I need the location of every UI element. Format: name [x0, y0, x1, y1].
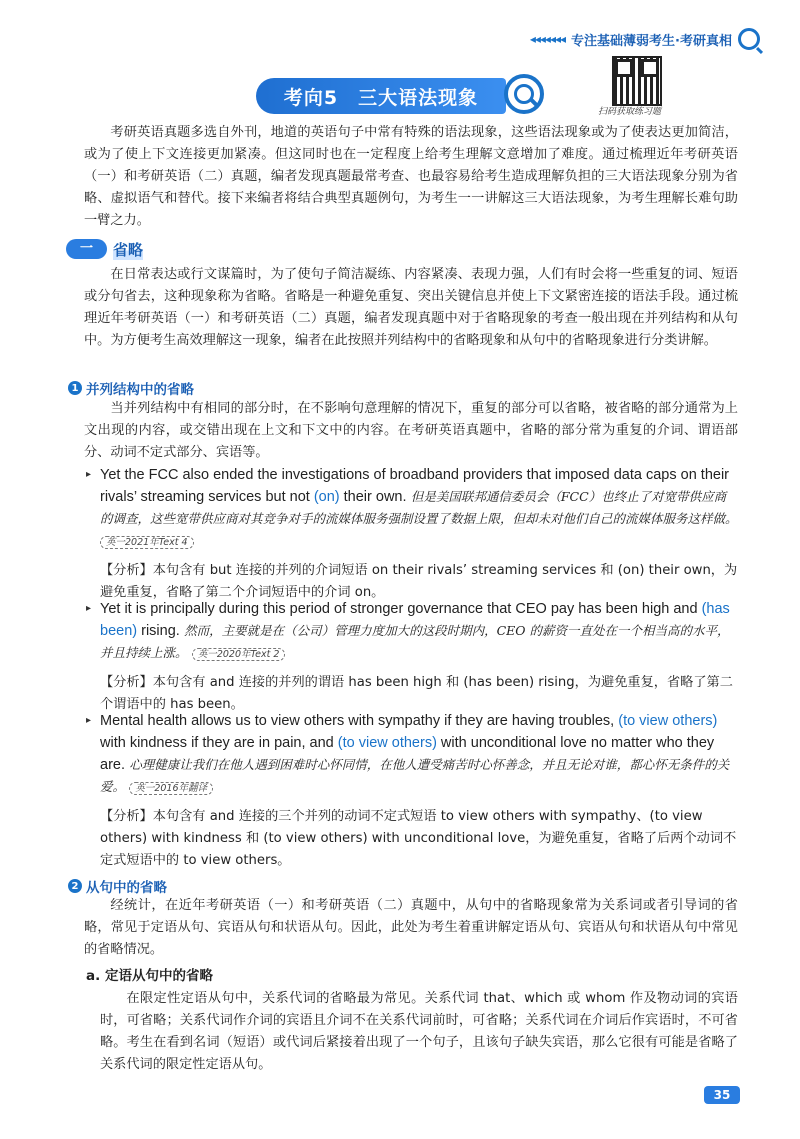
- example-analysis: 【分析】本句含有 and 连接的并列的谓语 has been high 和 (has been) rising，为避免重复，省略了第二个谓语中的 has been。: [100, 675, 733, 712]
- triangle-bullet-icon: ▸: [86, 469, 92, 480]
- number-badge: 1: [68, 381, 82, 395]
- example-analysis: 【分析】本句含有 but 连接的并列的介词短语 on their rivals’ streaming services 和 (on) their own，为避免重复，省略了第二个介词短语中的介词 on。: [100, 563, 738, 600]
- subsection-intro: 经统计，在近年考研英语（一）和考研英语（二）真题中，从句中的省略现象常为关系词或者引导词的省略，常见于定语从句、宾语从句和状语从句。因此，此处为考生着重讲解定语从句、宾语从句和状语从句中常见的省略情况。: [84, 898, 738, 957]
- subsection-heading-2: [68, 876, 167, 896]
- tagline-sep: ·: [675, 33, 680, 49]
- subsection-heading-1: [68, 378, 194, 398]
- source-tag: 英一2016年翻译: [129, 782, 213, 795]
- search-icon: [504, 74, 544, 114]
- page-title: 考向5 三大语法现象: [256, 78, 506, 114]
- subsection-intro: 当并列结构中有相同的部分时，在不影响句意理解的情况下，重复的部分可以省略，被省略的部分通常为上文出现的内容，或交错出现在上文和下文中的内容。在考研英语真题中，省略的部分常为重复的介词、谓语部分、动词不定式部分、宾语等。: [84, 401, 738, 460]
- example-english: Mental health allows us to view others with sympathy if they are having troubles,: [100, 713, 619, 729]
- example-translation: 但是美国联邦通信委员会（FCC）也终止了对宽带供应商的调查，这些宽带供应商对其竞争对手的流媒体服务强制设置了数据上限，但却未对他们自己的流媒体服务这样做。: [100, 489, 738, 526]
- qr-code-icon[interactable]: [612, 56, 662, 106]
- chevrons-icon: ◂◂◂◂◂◂◂: [529, 32, 566, 46]
- example-item: ▸ Yet it is principally during this period of stronger governance that CEO pay has been high and (has been) rising. 然而，主要就是在（公司）管理力度加大的这段时期内，CEO 的薪资一直处在一个相当高的水平，并且持续上涨。 英一2020年Text 2 【分析】本句含有 and 连接的并列的谓语 has been high 和 (has been) rising，为避免重复，省略了第二个谓语中的 has been。: [86, 598, 738, 716]
- tagline-left: 专注基础薄弱考生: [571, 33, 676, 49]
- omitted-part: (on): [313, 489, 340, 505]
- triangle-bullet-icon: ▸: [86, 715, 92, 726]
- subsection-a-title: a. 定语从句中的省略: [86, 968, 213, 984]
- section-title: 省略: [113, 240, 144, 259]
- source-tag: 英一2020年Text 2: [192, 648, 286, 661]
- triangle-bullet-icon: ▸: [86, 603, 92, 614]
- intro-paragraph: 考研英语真题多选自外刊，地道的英语句子中常有特殊的语法现象，这些语法现象或为了使表达更加简洁，或为了使上下文连接更加紧凑。但这同时也在一定程度上给考生理解文意增加了难度。通过梳理近年考研英语（一）和考研英语（二）真题，编者发现真题最常考查、也最容易给考生造成理解负担的三大语法现象分别为省略、虚拟语气和替代。接下来编者将结合典型真题例句，为考生一一讲解这三大语法现象，为考生理解长难句助一臂之力。: [84, 125, 738, 228]
- omitted-part: (to view others): [337, 735, 437, 751]
- tagline-right: 考研真相: [679, 33, 732, 49]
- example-translation: 心理健康让我们在他人遇到困难时心怀同情，在他人遭受痛苦时心怀善念，并且无论对谁，都心怀无条件的关爱。: [100, 757, 730, 794]
- subsection-title: 从句中的省略: [86, 880, 167, 896]
- example-analysis: 【分析】本句含有 and 连接的三个并列的动词不定式短语 to view others with sympathy、(to view others) with kindness 和 (to view others) with unconditional love，为避免重复，省略了后两个动词不定式短语中的 to view others。: [100, 809, 737, 868]
- qr-label: 扫码获取练习题: [598, 107, 662, 117]
- subsection-a-body: 在限定性定语从句中，关系代词的省略最为常见。关系代词 that、which 或 whom 作及物动词的宾语时，可省略；关系代词作介词的宾语且介词不在关系代词前时，可省略；关系代词在介词后作宾语时，不可省略。考生在看到名词（短语）或代词后紧接着出现了一个句子，且该句子缺失宾语，那么它很有可能是省略了关系代词的限定性定语从句。: [100, 991, 738, 1072]
- number-badge: 2: [68, 879, 82, 893]
- section-number: 一: [66, 239, 107, 259]
- magnifier-icon: [738, 28, 760, 50]
- page-number: 35: [704, 1086, 740, 1104]
- header-tagline: [530, 28, 760, 50]
- omitted-part: (to view others): [618, 713, 718, 729]
- omitted-part: (has been): [100, 601, 730, 639]
- example-english: Yet it is principally during this period of stronger governance that CEO pay has been high and: [100, 601, 702, 617]
- example-english: Yet the FCC also ended the investigations of broadband providers that imposed data caps on their rivals’ streaming services but not: [100, 467, 730, 505]
- section-intro: 在日常表达或行文谋篇时，为了使句子简洁凝练、内容紧凑、表现力强，人们有时会将一些重复的词、短语或分句省去，这种现象称为省略。省略是一种避免重复、突出关键信息并使上下文紧密连接的语法手段。通过梳理近年考研英语（一）和考研英语（二）真题，编者发现真题中对于省略现象的考查一般出现在并列结构和从句中。为方便考生高效理解这一现象，编者在此按照并列结构中的省略现象和从句中的省略现象进行分类讲解。: [84, 267, 738, 348]
- section-heading: [66, 237, 166, 261]
- example-translation: 然而，主要就是在（公司）管理力度加大的这段时期内，CEO 的薪资一直处在一个相当高的水平，并且持续上涨。: [100, 623, 730, 660]
- source-tag: 英一2021年Text 4: [100, 536, 194, 549]
- subsection-title: 并列结构中的省略: [86, 382, 194, 398]
- example-item: ▸ Mental health allows us to view others with sympathy if they are having troubles, (to view others) with kindness if they are in pain, and (to view others) with unconditional love no matter who they are. 心理健康让我们在他人遇到困难时心怀同情，在他人遭受痛苦时心怀善念，并且无论对谁，都心怀无条件的关爱。 英一2016年翻译 【分析】本句含有 and 连接的三个并列的动词不定式短语 to view others with sympathy、(to view others) with kindness 和 (to view others) with unconditional love，为避免重复，省略了后两个动词不定式短语中的 to view others。: [86, 710, 738, 872]
- example-item: ▸ Yet the FCC also ended the investigations of broadband providers that imposed data caps on their rivals’ streaming services but not (on) their own. 但是美国联邦通信委员会（FCC）也终止了对宽带供应商的调查，这些宽带供应商对其竞争对手的流媒体服务强制设置了数据上限，但却未对他们自己的流媒体服务这样做。 英一2021年Text 4 【分析】本句含有 but 连接的并列的介词短语 on their rivals’ streaming services 和 (on) their own，为避免重复，省略了第二个介词短语中的介词 on。: [86, 464, 738, 604]
